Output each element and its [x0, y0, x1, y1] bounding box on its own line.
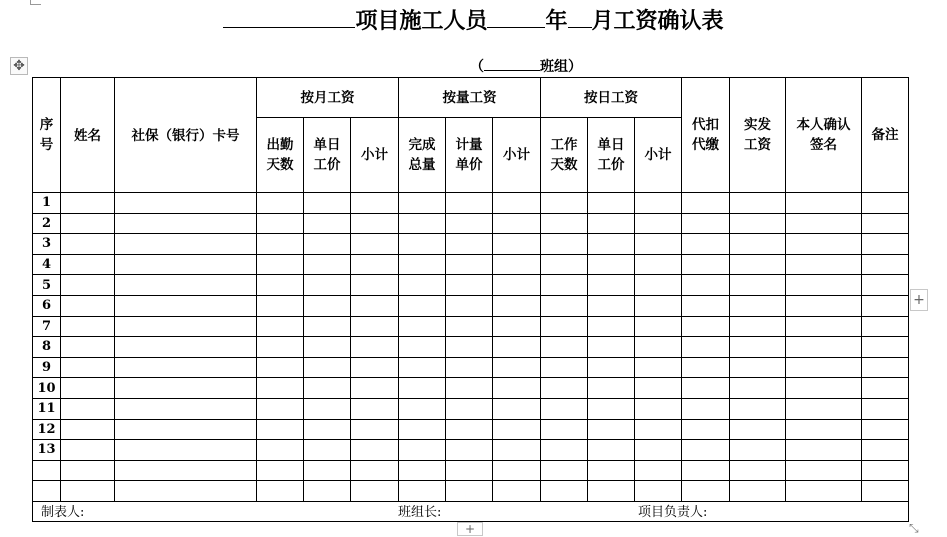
table-cell[interactable]: [730, 213, 786, 234]
table-cell[interactable]: [730, 378, 786, 399]
table-row: [33, 398, 909, 419]
row-number: 1: [33, 193, 61, 214]
table-cell[interactable]: [257, 254, 304, 275]
table-cell[interactable]: [541, 234, 588, 255]
add-row-icon[interactable]: +: [457, 522, 483, 536]
table-cell[interactable]: [399, 316, 446, 337]
header-monthly-subtotal: 小计: [351, 118, 399, 193]
table-cell[interactable]: [588, 419, 635, 440]
header-total-qty: 完成总量: [399, 118, 446, 193]
subtitle-open-paren: （: [470, 59, 484, 75]
table-cell[interactable]: [786, 213, 862, 234]
table-cell[interactable]: [115, 234, 257, 255]
table-cell[interactable]: [541, 378, 588, 399]
title-text-2: 年: [545, 8, 568, 34]
row-number: 12: [33, 419, 61, 440]
header-piece-unit: 计量单价: [446, 118, 493, 193]
header-piece: 按量工资: [399, 78, 541, 118]
table-cell[interactable]: [862, 193, 909, 214]
table-cell[interactable]: [786, 460, 862, 481]
table-cell[interactable]: [682, 357, 730, 378]
table-cell[interactable]: [493, 234, 541, 255]
table-cell[interactable]: [682, 419, 730, 440]
table-cell[interactable]: [493, 254, 541, 275]
table-row: [33, 234, 909, 255]
footer-row: [33, 501, 909, 521]
table-cell[interactable]: [304, 419, 351, 440]
table-cell[interactable]: [786, 316, 862, 337]
table-cell[interactable]: [682, 440, 730, 461]
table-cell[interactable]: [115, 193, 257, 214]
table-cell[interactable]: [446, 295, 493, 316]
table-cell[interactable]: [446, 337, 493, 358]
table-cell[interactable]: [351, 481, 399, 502]
table-cell[interactable]: [399, 481, 446, 502]
table-cell[interactable]: [588, 254, 635, 275]
table-cell[interactable]: [446, 481, 493, 502]
table-cell[interactable]: [682, 481, 730, 502]
month-blank[interactable]: [568, 5, 592, 28]
table-cell[interactable]: [541, 337, 588, 358]
header-monthly-unit: 单日工价: [304, 118, 351, 193]
table-cell[interactable]: [257, 398, 304, 419]
row-number: 4: [33, 254, 61, 275]
table-cell[interactable]: [786, 419, 862, 440]
table-cell[interactable]: [304, 234, 351, 255]
header-daily-unit: 单日工价: [588, 118, 635, 193]
table-cell[interactable]: [730, 419, 786, 440]
table-cell[interactable]: [862, 419, 909, 440]
table-cell[interactable]: [493, 460, 541, 481]
table-cell[interactable]: [730, 193, 786, 214]
table-cell[interactable]: [493, 337, 541, 358]
table-cell[interactable]: [588, 440, 635, 461]
table-cell[interactable]: [682, 213, 730, 234]
table-row: [33, 193, 909, 214]
table-cell[interactable]: [257, 460, 304, 481]
table-cell[interactable]: [257, 481, 304, 502]
table-cell[interactable]: [399, 213, 446, 234]
table-cell[interactable]: [351, 275, 399, 296]
table-cell[interactable]: [115, 481, 257, 502]
table-cell[interactable]: [541, 419, 588, 440]
table-cell[interactable]: [493, 275, 541, 296]
table-row: [33, 440, 909, 461]
table-cell[interactable]: [588, 398, 635, 419]
table-cell[interactable]: [61, 254, 115, 275]
table-row: [33, 378, 909, 399]
table-cell[interactable]: [351, 460, 399, 481]
table-cell[interactable]: [786, 234, 862, 255]
header-card: 社保（银行）卡号: [115, 78, 257, 193]
table-cell[interactable]: [541, 295, 588, 316]
table-cell[interactable]: [115, 213, 257, 234]
row-number: 6: [33, 295, 61, 316]
table-cell[interactable]: [682, 234, 730, 255]
table-cell[interactable]: [635, 213, 682, 234]
table-cell[interactable]: [635, 337, 682, 358]
table-cell[interactable]: [115, 460, 257, 481]
table-cell[interactable]: [115, 378, 257, 399]
footer-maker: 制表人:: [41, 504, 85, 520]
table-cell[interactable]: [257, 234, 304, 255]
table-cell[interactable]: [635, 193, 682, 214]
row-number: 5: [33, 275, 61, 296]
table-cell[interactable]: [351, 295, 399, 316]
table-cell[interactable]: [730, 275, 786, 296]
header-confirm: 本人确认签名: [786, 78, 862, 193]
table-row: [33, 254, 909, 275]
table-cell[interactable]: [635, 460, 682, 481]
table-cell[interactable]: [541, 254, 588, 275]
table-cell[interactable]: [115, 295, 257, 316]
table-cell[interactable]: [304, 316, 351, 337]
table-cell[interactable]: [61, 398, 115, 419]
table-cell[interactable]: [730, 295, 786, 316]
table-cell[interactable]: [635, 440, 682, 461]
table-cell[interactable]: [399, 460, 446, 481]
table-cell[interactable]: [493, 357, 541, 378]
table-cell[interactable]: [351, 316, 399, 337]
table-cell[interactable]: [304, 295, 351, 316]
table-cell[interactable]: [635, 275, 682, 296]
row-number: [33, 460, 61, 481]
table-cell[interactable]: [682, 316, 730, 337]
table-cell[interactable]: [682, 193, 730, 214]
row-number: 7: [33, 316, 61, 337]
table-row: [33, 295, 909, 316]
table-cell[interactable]: [304, 275, 351, 296]
table-cell[interactable]: [730, 337, 786, 358]
table-cell[interactable]: [541, 213, 588, 234]
table-cell[interactable]: [786, 275, 862, 296]
table-cell[interactable]: [399, 234, 446, 255]
table-cell[interactable]: [61, 316, 115, 337]
table-cell[interactable]: [399, 440, 446, 461]
table-cell[interactable]: [786, 337, 862, 358]
table-cell[interactable]: [257, 357, 304, 378]
table-cell[interactable]: [351, 337, 399, 358]
table-cell[interactable]: [862, 337, 909, 358]
table-cell[interactable]: [446, 460, 493, 481]
table-cell[interactable]: [61, 460, 115, 481]
table-cell[interactable]: [635, 295, 682, 316]
table-cell[interactable]: [115, 275, 257, 296]
table-cell[interactable]: [61, 275, 115, 296]
row-number: 3: [33, 234, 61, 255]
document-title: [0, 4, 947, 35]
table-cell[interactable]: [730, 357, 786, 378]
table-cell[interactable]: [351, 213, 399, 234]
table-cell[interactable]: [862, 481, 909, 502]
table-cell[interactable]: [304, 193, 351, 214]
table-cell[interactable]: [399, 378, 446, 399]
table-cell[interactable]: [61, 440, 115, 461]
header-monthly: 按月工资: [257, 78, 399, 118]
table-cell[interactable]: [862, 254, 909, 275]
header-attend-days: 出勤天数: [257, 118, 304, 193]
table-cell[interactable]: [588, 460, 635, 481]
table-cell[interactable]: [399, 295, 446, 316]
table-cell[interactable]: [588, 193, 635, 214]
table-cell[interactable]: [61, 481, 115, 502]
table-cell[interactable]: [304, 254, 351, 275]
table-cell[interactable]: [399, 398, 446, 419]
table-cell[interactable]: [446, 316, 493, 337]
table-cell[interactable]: [786, 254, 862, 275]
table-cell[interactable]: [862, 398, 909, 419]
table-cell[interactable]: [541, 193, 588, 214]
table-cell[interactable]: [446, 398, 493, 419]
table-cell[interactable]: [541, 460, 588, 481]
table-cell[interactable]: [446, 275, 493, 296]
row-number: 13: [33, 440, 61, 461]
table-cell[interactable]: [351, 357, 399, 378]
table-cell[interactable]: [304, 460, 351, 481]
table-cell[interactable]: [115, 357, 257, 378]
table-cell[interactable]: [493, 419, 541, 440]
table-cell[interactable]: [61, 337, 115, 358]
project-name-blank[interactable]: [223, 5, 355, 28]
table-cell[interactable]: [862, 440, 909, 461]
table-cell[interactable]: [493, 193, 541, 214]
footer-manager: 项目负责人:: [638, 504, 708, 520]
table-cell[interactable]: [257, 213, 304, 234]
title-text-3: 月工资确认表: [591, 8, 724, 34]
table-cell[interactable]: [588, 275, 635, 296]
table-cell[interactable]: [635, 316, 682, 337]
table-cell[interactable]: [541, 357, 588, 378]
table-row: [33, 337, 909, 358]
table-cell[interactable]: [115, 440, 257, 461]
table-cell[interactable]: [786, 357, 862, 378]
table-cell[interactable]: [351, 378, 399, 399]
table-cell[interactable]: [730, 481, 786, 502]
table-row: [33, 460, 909, 481]
table-cell[interactable]: [730, 316, 786, 337]
table-cell[interactable]: [730, 234, 786, 255]
table-cell[interactable]: [682, 398, 730, 419]
table-cell[interactable]: [351, 419, 399, 440]
table-cell[interactable]: [351, 234, 399, 255]
row-number: 2: [33, 213, 61, 234]
table-resize-icon[interactable]: ⤡: [909, 521, 919, 535]
header-work-days: 工作天数: [541, 118, 588, 193]
table-cell[interactable]: [351, 254, 399, 275]
table-cell[interactable]: [115, 419, 257, 440]
header-withhold: 代扣代缴: [682, 78, 730, 193]
table-cell[interactable]: [61, 419, 115, 440]
table-move-icon[interactable]: ✥: [10, 57, 28, 75]
table-cell[interactable]: [399, 254, 446, 275]
header-actual: 实发工资: [730, 78, 786, 193]
table-cell[interactable]: [541, 398, 588, 419]
table-cell[interactable]: [588, 357, 635, 378]
table-cell[interactable]: [730, 440, 786, 461]
table-cell[interactable]: [786, 378, 862, 399]
table-cell[interactable]: [862, 316, 909, 337]
table-cell[interactable]: [541, 481, 588, 502]
table-cell[interactable]: [257, 275, 304, 296]
table-cell[interactable]: [446, 378, 493, 399]
table-cell[interactable]: [115, 398, 257, 419]
table-cell[interactable]: [862, 234, 909, 255]
table-cell[interactable]: [786, 193, 862, 214]
header-seq: 序号: [33, 78, 61, 193]
header-name: 姓名: [61, 78, 115, 193]
table-cell[interactable]: [786, 481, 862, 502]
table-cell[interactable]: [257, 295, 304, 316]
table-cell[interactable]: [682, 460, 730, 481]
table-cell[interactable]: [61, 213, 115, 234]
table-cell[interactable]: [257, 337, 304, 358]
footer-leader: 班组长:: [398, 504, 442, 520]
table-cell[interactable]: [862, 357, 909, 378]
table-cell[interactable]: [351, 398, 399, 419]
table-cell[interactable]: [304, 440, 351, 461]
table-cell[interactable]: [399, 275, 446, 296]
table-cell[interactable]: [493, 481, 541, 502]
table-cell[interactable]: [635, 254, 682, 275]
table-cell[interactable]: [115, 254, 257, 275]
table-cell[interactable]: [351, 440, 399, 461]
table-cell[interactable]: [304, 337, 351, 358]
table-row: [33, 481, 909, 502]
table-cell[interactable]: [304, 378, 351, 399]
table-cell[interactable]: [257, 440, 304, 461]
table-cell[interactable]: [351, 193, 399, 214]
table-cell[interactable]: [862, 213, 909, 234]
subtitle-team-text: 班组）: [540, 59, 582, 75]
table-cell[interactable]: [61, 193, 115, 214]
table-cell[interactable]: [682, 254, 730, 275]
table-cell[interactable]: [682, 295, 730, 316]
table-cell[interactable]: [61, 378, 115, 399]
table-row: [33, 213, 909, 234]
table-cell[interactable]: [541, 316, 588, 337]
table-row: [33, 357, 909, 378]
row-number: 10: [33, 378, 61, 399]
header-daily: 按日工资: [541, 78, 682, 118]
table-cell[interactable]: [730, 254, 786, 275]
title-text-1: 项目施工人员: [355, 8, 488, 34]
table-row: [33, 275, 909, 296]
table-cell[interactable]: [862, 295, 909, 316]
table-cell[interactable]: [257, 316, 304, 337]
table-cell[interactable]: [635, 398, 682, 419]
table-cell[interactable]: [493, 295, 541, 316]
table-row: [33, 316, 909, 337]
table-cell[interactable]: [446, 254, 493, 275]
table-cell[interactable]: [786, 440, 862, 461]
table-cell[interactable]: [786, 295, 862, 316]
table-cell[interactable]: [399, 357, 446, 378]
table-cell[interactable]: [682, 275, 730, 296]
year-blank[interactable]: [487, 5, 545, 28]
row-number: 8: [33, 337, 61, 358]
row-number: 11: [33, 398, 61, 419]
table-cell[interactable]: [682, 337, 730, 358]
table-cell[interactable]: [304, 357, 351, 378]
table-cell[interactable]: [446, 357, 493, 378]
add-column-icon[interactable]: +: [910, 289, 928, 311]
header-remark: 备注: [862, 78, 909, 193]
team-subtitle: [470, 56, 582, 76]
table-cell[interactable]: [635, 378, 682, 399]
table-cell[interactable]: [61, 234, 115, 255]
table-cell[interactable]: [399, 193, 446, 214]
table-cell[interactable]: [446, 234, 493, 255]
table-cell[interactable]: [446, 440, 493, 461]
table-cell[interactable]: [115, 316, 257, 337]
table-cell[interactable]: [493, 440, 541, 461]
table-cell[interactable]: [635, 419, 682, 440]
row-number: 9: [33, 357, 61, 378]
table-row: [33, 419, 909, 440]
table-cell[interactable]: [61, 357, 115, 378]
row-number: [33, 481, 61, 502]
table-cell[interactable]: [862, 460, 909, 481]
table-cell[interactable]: [304, 213, 351, 234]
table-cell[interactable]: [446, 193, 493, 214]
table-cell[interactable]: [257, 378, 304, 399]
table-cell[interactable]: [493, 213, 541, 234]
table-cell[interactable]: [257, 193, 304, 214]
table-cell[interactable]: [541, 440, 588, 461]
table-cell[interactable]: [635, 234, 682, 255]
table-cell[interactable]: [588, 378, 635, 399]
team-name-blank[interactable]: [484, 56, 540, 71]
table-cell[interactable]: [61, 295, 115, 316]
table-cell[interactable]: [115, 337, 257, 358]
header-piece-subtotal: 小计: [493, 118, 541, 193]
table-cell[interactable]: [786, 398, 862, 419]
table-cell[interactable]: [493, 378, 541, 399]
table-cell[interactable]: [493, 398, 541, 419]
table-cell[interactable]: [730, 460, 786, 481]
table-cell[interactable]: [257, 419, 304, 440]
table-cell[interactable]: [446, 419, 493, 440]
table-cell[interactable]: [588, 234, 635, 255]
table-cell[interactable]: [446, 213, 493, 234]
table-cell[interactable]: [493, 316, 541, 337]
table-cell[interactable]: [635, 481, 682, 502]
table-cell[interactable]: [588, 337, 635, 358]
table-cell[interactable]: [730, 398, 786, 419]
table-cell[interactable]: [862, 275, 909, 296]
table-cell[interactable]: [588, 316, 635, 337]
table-cell[interactable]: [399, 419, 446, 440]
table-cell[interactable]: [588, 213, 635, 234]
table-cell[interactable]: [399, 337, 446, 358]
table-cell[interactable]: [588, 295, 635, 316]
header-row-1: [33, 78, 909, 118]
table-cell[interactable]: [635, 357, 682, 378]
wage-table: [32, 77, 909, 522]
table-cell[interactable]: [588, 481, 635, 502]
table-cell[interactable]: [304, 398, 351, 419]
table-cell[interactable]: [304, 481, 351, 502]
table-cell[interactable]: [862, 378, 909, 399]
table-cell[interactable]: [541, 275, 588, 296]
table-cell[interactable]: [682, 378, 730, 399]
header-daily-subtotal: 小计: [635, 118, 682, 193]
